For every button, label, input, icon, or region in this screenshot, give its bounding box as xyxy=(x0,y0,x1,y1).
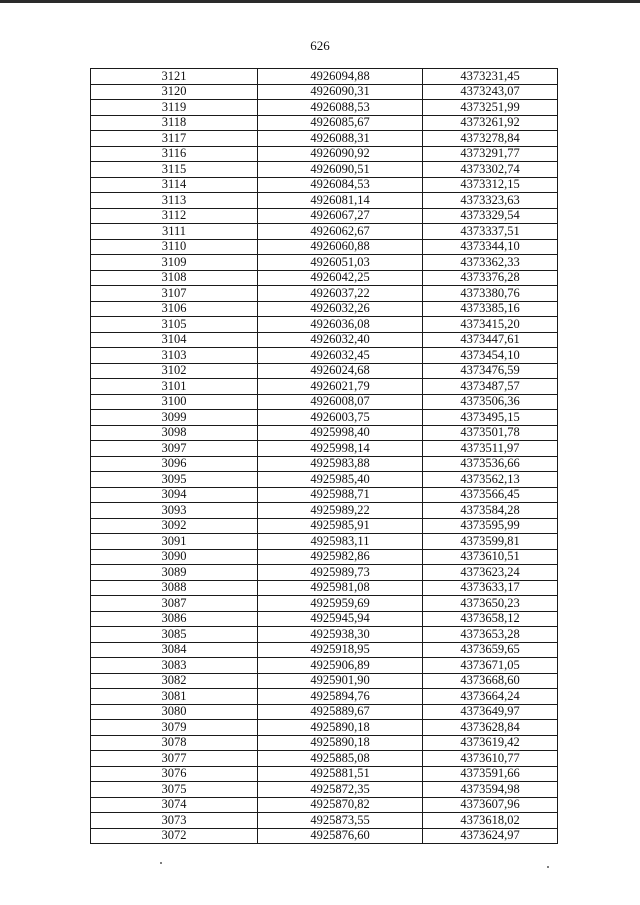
x-coordinate-cell: 4925901,90 xyxy=(258,673,423,689)
table-row xyxy=(91,224,558,240)
x-coordinate-cell: 4926032,26 xyxy=(258,301,423,317)
point-number-cell: 3110 xyxy=(91,239,258,255)
table-row xyxy=(91,735,558,751)
y-coordinate-cell: 4373607,96 xyxy=(423,797,558,813)
point-number-cell: 3104 xyxy=(91,332,258,348)
y-coordinate-cell: 4373501,78 xyxy=(423,425,558,441)
table-row xyxy=(91,627,558,643)
table-row xyxy=(91,472,558,488)
x-coordinate-cell: 4926090,31 xyxy=(258,84,423,100)
y-coordinate-cell: 4373415,20 xyxy=(423,317,558,333)
table-row xyxy=(91,441,558,457)
coordinates-table-body xyxy=(91,69,558,844)
table-row xyxy=(91,162,558,178)
x-coordinate-cell: 4925982,86 xyxy=(258,549,423,565)
table-row xyxy=(91,828,558,844)
x-coordinate-cell: 4925890,18 xyxy=(258,720,423,736)
table-row xyxy=(91,766,558,782)
point-number-cell: 3112 xyxy=(91,208,258,224)
x-coordinate-cell: 4926008,07 xyxy=(258,394,423,410)
y-coordinate-cell: 4373633,17 xyxy=(423,580,558,596)
point-number-cell: 3077 xyxy=(91,751,258,767)
table-row xyxy=(91,348,558,364)
x-coordinate-cell: 4926036,08 xyxy=(258,317,423,333)
y-coordinate-cell: 4373650,23 xyxy=(423,596,558,612)
x-coordinate-cell: 4925989,73 xyxy=(258,565,423,581)
point-number-cell: 3073 xyxy=(91,813,258,829)
table-row xyxy=(91,177,558,193)
table-row xyxy=(91,751,558,767)
point-number-cell: 3076 xyxy=(91,766,258,782)
table-row xyxy=(91,596,558,612)
scan-speck xyxy=(547,866,549,868)
y-coordinate-cell: 4373595,99 xyxy=(423,518,558,534)
x-coordinate-cell: 4925881,51 xyxy=(258,766,423,782)
point-number-cell: 3115 xyxy=(91,162,258,178)
point-number-cell: 3082 xyxy=(91,673,258,689)
y-coordinate-cell: 4373506,36 xyxy=(423,394,558,410)
x-coordinate-cell: 4926024,68 xyxy=(258,363,423,379)
y-coordinate-cell: 4373562,13 xyxy=(423,472,558,488)
x-coordinate-cell: 4925989,22 xyxy=(258,503,423,519)
table-row xyxy=(91,689,558,705)
point-number-cell: 3100 xyxy=(91,394,258,410)
table-row xyxy=(91,394,558,410)
point-number-cell: 3098 xyxy=(91,425,258,441)
x-coordinate-cell: 4926085,67 xyxy=(258,115,423,131)
table-row xyxy=(91,487,558,503)
y-coordinate-cell: 4373594,98 xyxy=(423,782,558,798)
table-row xyxy=(91,208,558,224)
point-number-cell: 3090 xyxy=(91,549,258,565)
y-coordinate-cell: 4373624,97 xyxy=(423,828,558,844)
y-coordinate-cell: 4373329,54 xyxy=(423,208,558,224)
y-coordinate-cell: 4373659,65 xyxy=(423,642,558,658)
point-number-cell: 3093 xyxy=(91,503,258,519)
y-coordinate-cell: 4373653,28 xyxy=(423,627,558,643)
x-coordinate-cell: 4925873,55 xyxy=(258,813,423,829)
x-coordinate-cell: 4925985,91 xyxy=(258,518,423,534)
x-coordinate-cell: 4925872,35 xyxy=(258,782,423,798)
x-coordinate-cell: 4926084,53 xyxy=(258,177,423,193)
table-row xyxy=(91,658,558,674)
point-number-cell: 3121 xyxy=(91,69,258,85)
y-coordinate-cell: 4373376,28 xyxy=(423,270,558,286)
y-coordinate-cell: 4373337,51 xyxy=(423,224,558,240)
table-row xyxy=(91,363,558,379)
point-number-cell: 3091 xyxy=(91,534,258,550)
y-coordinate-cell: 4373291,77 xyxy=(423,146,558,162)
table-row xyxy=(91,332,558,348)
page-top-border xyxy=(0,0,640,3)
y-coordinate-cell: 4373664,24 xyxy=(423,689,558,705)
y-coordinate-cell: 4373312,15 xyxy=(423,177,558,193)
point-number-cell: 3102 xyxy=(91,363,258,379)
y-coordinate-cell: 4373344,10 xyxy=(423,239,558,255)
y-coordinate-cell: 4373668,60 xyxy=(423,673,558,689)
table-row xyxy=(91,813,558,829)
point-number-cell: 3096 xyxy=(91,456,258,472)
point-number-cell: 3107 xyxy=(91,286,258,302)
point-number-cell: 3101 xyxy=(91,379,258,395)
y-coordinate-cell: 4373476,59 xyxy=(423,363,558,379)
table-row xyxy=(91,100,558,116)
point-number-cell: 3116 xyxy=(91,146,258,162)
x-coordinate-cell: 4925945,94 xyxy=(258,611,423,627)
table-row xyxy=(91,193,558,209)
x-coordinate-cell: 4925906,89 xyxy=(258,658,423,674)
point-number-cell: 3072 xyxy=(91,828,258,844)
point-number-cell: 3097 xyxy=(91,441,258,457)
point-number-cell: 3105 xyxy=(91,317,258,333)
point-number-cell: 3095 xyxy=(91,472,258,488)
table-row xyxy=(91,549,558,565)
x-coordinate-cell: 4926060,88 xyxy=(258,239,423,255)
table-row xyxy=(91,410,558,426)
point-number-cell: 3103 xyxy=(91,348,258,364)
point-number-cell: 3081 xyxy=(91,689,258,705)
table-row xyxy=(91,797,558,813)
point-number-cell: 3117 xyxy=(91,131,258,147)
x-coordinate-cell: 4925938,30 xyxy=(258,627,423,643)
x-coordinate-cell: 4926062,67 xyxy=(258,224,423,240)
point-number-cell: 3084 xyxy=(91,642,258,658)
table-row xyxy=(91,84,558,100)
x-coordinate-cell: 4926032,45 xyxy=(258,348,423,364)
table-row xyxy=(91,301,558,317)
y-coordinate-cell: 4373619,42 xyxy=(423,735,558,751)
point-number-cell: 3078 xyxy=(91,735,258,751)
table-row xyxy=(91,131,558,147)
table-row xyxy=(91,239,558,255)
point-number-cell: 3092 xyxy=(91,518,258,534)
x-coordinate-cell: 4926081,14 xyxy=(258,193,423,209)
x-coordinate-cell: 4925998,40 xyxy=(258,425,423,441)
point-number-cell: 3111 xyxy=(91,224,258,240)
y-coordinate-cell: 4373671,05 xyxy=(423,658,558,674)
table-row xyxy=(91,580,558,596)
y-coordinate-cell: 4373610,77 xyxy=(423,751,558,767)
table-row xyxy=(91,270,558,286)
point-number-cell: 3120 xyxy=(91,84,258,100)
point-number-cell: 3085 xyxy=(91,627,258,643)
point-number-cell: 3106 xyxy=(91,301,258,317)
point-number-cell: 3080 xyxy=(91,704,258,720)
point-number-cell: 3083 xyxy=(91,658,258,674)
table-row xyxy=(91,503,558,519)
y-coordinate-cell: 4373623,24 xyxy=(423,565,558,581)
point-number-cell: 3118 xyxy=(91,115,258,131)
x-coordinate-cell: 4926094,88 xyxy=(258,69,423,85)
table-row xyxy=(91,704,558,720)
x-coordinate-cell: 4926088,31 xyxy=(258,131,423,147)
table-row xyxy=(91,379,558,395)
y-coordinate-cell: 4373243,07 xyxy=(423,84,558,100)
y-coordinate-cell: 4373447,61 xyxy=(423,332,558,348)
x-coordinate-cell: 4926021,79 xyxy=(258,379,423,395)
point-number-cell: 3075 xyxy=(91,782,258,798)
y-coordinate-cell: 4373610,51 xyxy=(423,549,558,565)
x-coordinate-cell: 4925981,08 xyxy=(258,580,423,596)
x-coordinate-cell: 4926090,92 xyxy=(258,146,423,162)
table-row xyxy=(91,565,558,581)
x-coordinate-cell: 4926042,25 xyxy=(258,270,423,286)
y-coordinate-cell: 4373487,57 xyxy=(423,379,558,395)
x-coordinate-cell: 4925870,82 xyxy=(258,797,423,813)
x-coordinate-cell: 4925959,69 xyxy=(258,596,423,612)
y-coordinate-cell: 4373618,02 xyxy=(423,813,558,829)
point-number-cell: 3094 xyxy=(91,487,258,503)
x-coordinate-cell: 4926003,75 xyxy=(258,410,423,426)
y-coordinate-cell: 4373511,97 xyxy=(423,441,558,457)
y-coordinate-cell: 4373231,45 xyxy=(423,69,558,85)
x-coordinate-cell: 4925889,67 xyxy=(258,704,423,720)
x-coordinate-cell: 4925985,40 xyxy=(258,472,423,488)
x-coordinate-cell: 4925918,95 xyxy=(258,642,423,658)
x-coordinate-cell: 4926067,27 xyxy=(258,208,423,224)
table-row xyxy=(91,425,558,441)
y-coordinate-cell: 4373251,99 xyxy=(423,100,558,116)
table-row xyxy=(91,317,558,333)
table-row xyxy=(91,611,558,627)
table-row xyxy=(91,518,558,534)
y-coordinate-cell: 4373658,12 xyxy=(423,611,558,627)
point-number-cell: 3079 xyxy=(91,720,258,736)
x-coordinate-cell: 4926037,22 xyxy=(258,286,423,302)
x-coordinate-cell: 4925890,18 xyxy=(258,735,423,751)
table-row xyxy=(91,534,558,550)
y-coordinate-cell: 4373385,16 xyxy=(423,301,558,317)
table-row xyxy=(91,782,558,798)
point-number-cell: 3099 xyxy=(91,410,258,426)
y-coordinate-cell: 4373454,10 xyxy=(423,348,558,364)
point-number-cell: 3119 xyxy=(91,100,258,116)
point-number-cell: 3088 xyxy=(91,580,258,596)
x-coordinate-cell: 4925876,60 xyxy=(258,828,423,844)
x-coordinate-cell: 4926032,40 xyxy=(258,332,423,348)
point-number-cell: 3109 xyxy=(91,255,258,271)
coordinates-table xyxy=(90,68,558,844)
y-coordinate-cell: 4373302,74 xyxy=(423,162,558,178)
x-coordinate-cell: 4926090,51 xyxy=(258,162,423,178)
point-number-cell: 3089 xyxy=(91,565,258,581)
x-coordinate-cell: 4925885,08 xyxy=(258,751,423,767)
point-number-cell: 3074 xyxy=(91,797,258,813)
table-row xyxy=(91,115,558,131)
y-coordinate-cell: 4373323,63 xyxy=(423,193,558,209)
x-coordinate-cell: 4925998,14 xyxy=(258,441,423,457)
table-row xyxy=(91,255,558,271)
point-number-cell: 3108 xyxy=(91,270,258,286)
x-coordinate-cell: 4926088,53 xyxy=(258,100,423,116)
x-coordinate-cell: 4925894,76 xyxy=(258,689,423,705)
point-number-cell: 3086 xyxy=(91,611,258,627)
y-coordinate-cell: 4373261,92 xyxy=(423,115,558,131)
point-number-cell: 3087 xyxy=(91,596,258,612)
y-coordinate-cell: 4373591,66 xyxy=(423,766,558,782)
table-row xyxy=(91,146,558,162)
table-row xyxy=(91,673,558,689)
y-coordinate-cell: 4373584,28 xyxy=(423,503,558,519)
table-row xyxy=(91,642,558,658)
y-coordinate-cell: 4373628,84 xyxy=(423,720,558,736)
point-number-cell: 3114 xyxy=(91,177,258,193)
x-coordinate-cell: 4925988,71 xyxy=(258,487,423,503)
table-row xyxy=(91,286,558,302)
scan-speck xyxy=(160,862,162,864)
x-coordinate-cell: 4925983,88 xyxy=(258,456,423,472)
y-coordinate-cell: 4373362,33 xyxy=(423,255,558,271)
point-number-cell: 3113 xyxy=(91,193,258,209)
y-coordinate-cell: 4373536,66 xyxy=(423,456,558,472)
x-coordinate-cell: 4926051,03 xyxy=(258,255,423,271)
y-coordinate-cell: 4373649,97 xyxy=(423,704,558,720)
y-coordinate-cell: 4373495,15 xyxy=(423,410,558,426)
x-coordinate-cell: 4925983,11 xyxy=(258,534,423,550)
y-coordinate-cell: 4373278,84 xyxy=(423,131,558,147)
y-coordinate-cell: 4373380,76 xyxy=(423,286,558,302)
table-row xyxy=(91,720,558,736)
y-coordinate-cell: 4373599,81 xyxy=(423,534,558,550)
table-row xyxy=(91,456,558,472)
y-coordinate-cell: 4373566,45 xyxy=(423,487,558,503)
page-number: 626 xyxy=(310,38,330,53)
table-row xyxy=(91,69,558,85)
